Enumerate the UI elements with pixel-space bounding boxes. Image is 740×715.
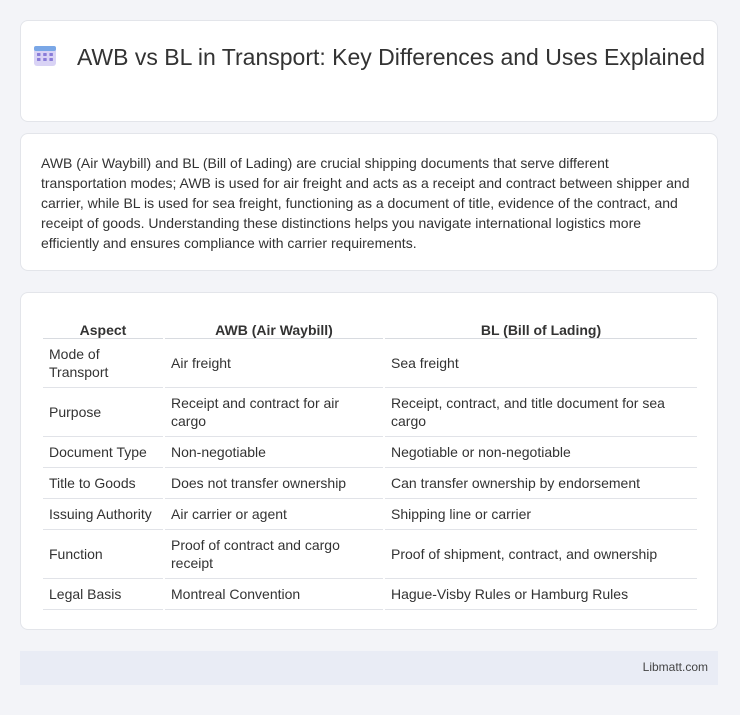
table-row <box>43 499 697 530</box>
cell-aspect: Title to Goods <box>43 468 163 499</box>
cell-bl: Can transfer ownership by endorsement <box>385 468 697 499</box>
cell-awb: Air freight <box>165 339 383 388</box>
header-awb: AWB (Air Waybill) <box>165 314 383 339</box>
cell-aspect: Purpose <box>43 388 163 437</box>
cell-awb: Montreal Convention <box>165 579 383 610</box>
page-title: AWB vs BL in Transport: Key Differences and Uses Explained <box>76 44 706 70</box>
cell-aspect: Issuing Authority <box>43 499 163 530</box>
header-bl: BL (Bill of Lading) <box>385 314 697 339</box>
table-row <box>43 437 697 468</box>
intro-paragraph: AWB (Air Waybill) and BL (Bill of Lading) are crucial shipping documents that serve different transportation modes; AWB is used for air freight and acts as a receipt and contract between shipper and carrier, while BL is used for sea freight, functioning as a document of title, evidence of the contract, and receipt of goods. Understanding these distinctions helps you navigate international logistics more efficiently and ensures compliance with carrier requirements. <box>41 155 690 251</box>
table-row <box>43 388 697 437</box>
cell-awb: Air carrier or agent <box>165 499 383 530</box>
comparison-card <box>20 292 718 630</box>
cell-awb: Does not transfer ownership <box>165 468 383 499</box>
cell-aspect: Mode of Transport <box>43 339 163 388</box>
intro-card <box>20 133 718 271</box>
calendar-grid-icon <box>33 44 57 75</box>
title-card <box>20 20 718 122</box>
cell-aspect: Document Type <box>43 437 163 468</box>
header-aspect: Aspect <box>43 314 163 339</box>
cell-bl: Sea freight <box>385 339 697 388</box>
cell-bl: Negotiable or non-negotiable <box>385 437 697 468</box>
page-title-wrap <box>21 43 717 75</box>
footer-brand: Libmatt.com <box>642 660 708 674</box>
cell-awb: Receipt and contract for air cargo <box>165 388 383 437</box>
table-row <box>43 579 697 610</box>
cell-awb: Proof of contract and cargo receipt <box>165 530 383 579</box>
cell-bl: Proof of shipment, contract, and ownership <box>385 530 697 579</box>
cell-bl: Hague-Visby Rules or Hamburg Rules <box>385 579 697 610</box>
table-header-row <box>43 314 697 339</box>
cell-awb: Non-negotiable <box>165 437 383 468</box>
cell-bl: Shipping line or carrier <box>385 499 697 530</box>
cell-aspect: Legal Basis <box>43 579 163 610</box>
cell-aspect: Function <box>43 530 163 579</box>
footer-bar <box>20 651 718 685</box>
table-row <box>43 530 697 579</box>
table-row <box>43 468 697 499</box>
table-row <box>43 339 697 388</box>
comparison-table <box>41 314 699 610</box>
cell-bl: Receipt, contract, and title document for sea cargo <box>385 388 697 437</box>
